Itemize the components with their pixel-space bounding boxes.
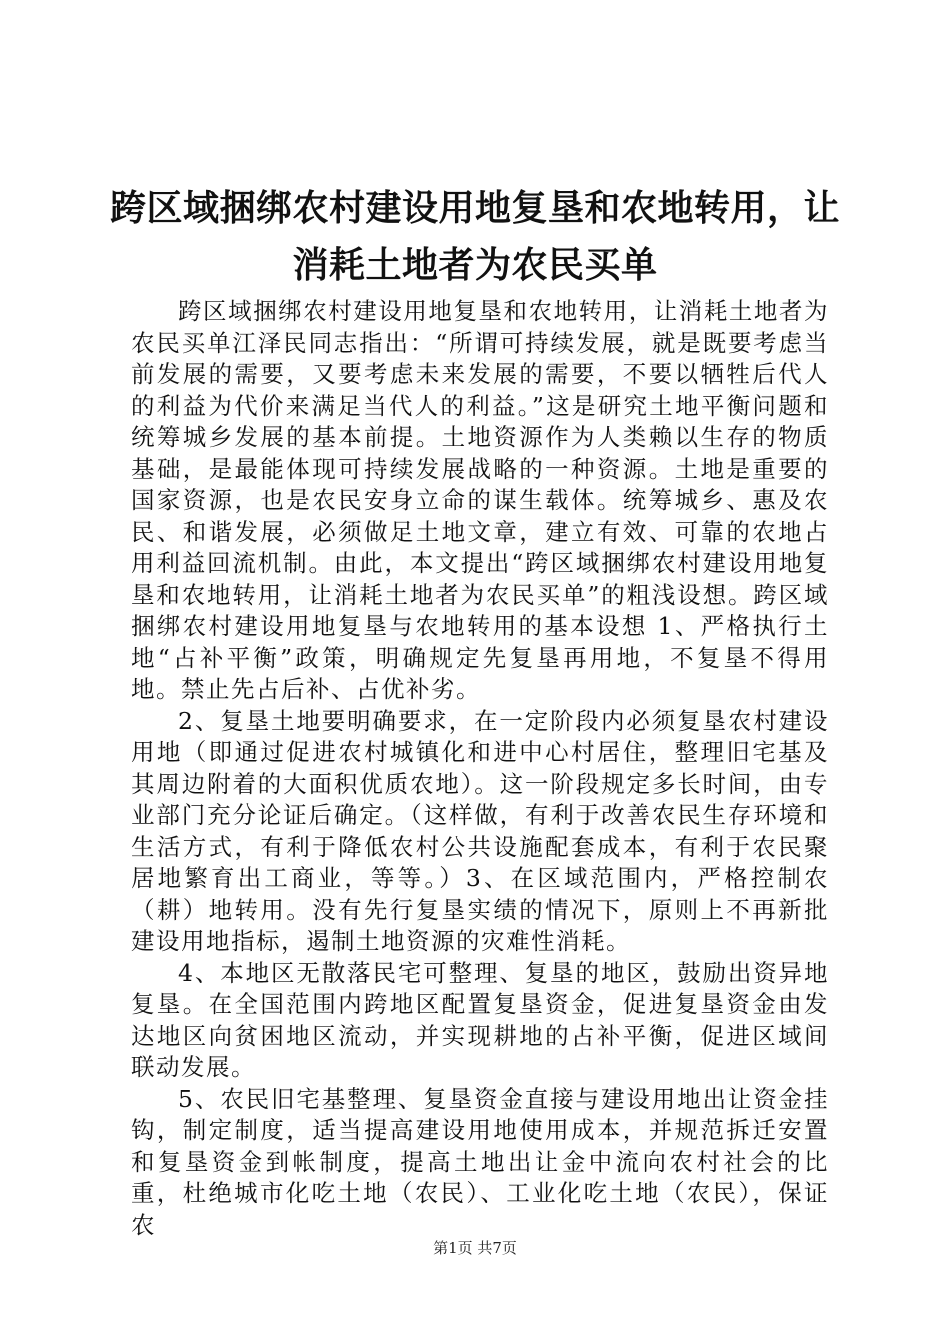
page-number-footer: 第1页 共7页 (433, 1239, 517, 1257)
paragraph-4: 5、农民旧宅基整理、复垦资金直接与建设用地出让资金挂钩，制定制度，适当提高建设用地使用成本，并规范拆迁安置和复垦资金到帐制度，提高土地出让金中流向农村社会的比重，杜绝城市化吃土地（农民）、工业化吃土地（农民），保证农 (131, 1084, 829, 1239)
paragraph-3: 4、本地区无散落民宅可整理、复垦的地区，鼓励出资异地复垦。在全国范围内跨地区配置复垦资金，促进复垦资金由发达地区向贫困地区流动，并实现耕地的占补平衡，促进区域间联动发展。 (131, 958, 829, 1081)
paragraph-1: 跨区域捆绑农村建设用地复垦和农地转用，让消耗土地者为农民买单江泽民同志指出：“所谓可持续发展，就是既要考虑当前发展的需要，又要考虑未来发展的需要，不要以牺牲后代人的利益为代价来满足当代人的利益。”这是研究土地平衡问题和统筹城乡发展的基本前提。土地资源作为人类赖以生存的物质基础，是最能体现可持续发展战略的一种资源。土地是重要的国家资源，也是农民安身立命的谋生载体。统筹城乡、惠及农民、和谐发展，必须做足土地文章，建立有效、可靠的农地占用利益回流机制。由此，本文提出“跨区域捆绑农村建设用地复垦和农地转用，让消耗土地者为农民买单”的粗浅设想。跨区域捆绑农村建设用地复垦与农地转用的基本设想 1、严格执行土地“占补平衡”政策，明确规定先复垦再用地，不复垦不得用地。禁止先占后补、占优补劣。 (131, 297, 829, 703)
document-body (131, 296, 829, 1241)
paragraph-2: 2、复垦土地要明确要求，在一定阶段内必须复垦农村建设用地（即通过促进农村城镇化和进中心村居住，整理旧宅基及其周边附着的大面积优质农地）。这一阶段规定多长时间，由专业部门充分论证后确定。（这样做，有利于改善农民生存环境和生活方式，有利于降低农村公共设施配套成本，有利于农民聚居地繁育出工商业，等等。）3、在区域范围内，严格控制农（耕）地转用。没有先行复垦实绩的情况下，原则上不再新批建设用地指标，遏制土地资源的灾难性消耗。 (131, 706, 829, 955)
document-title: 跨区域捆绑农村建设用地复垦和农地转用，让消耗土地者为农民买单 (110, 187, 841, 286)
